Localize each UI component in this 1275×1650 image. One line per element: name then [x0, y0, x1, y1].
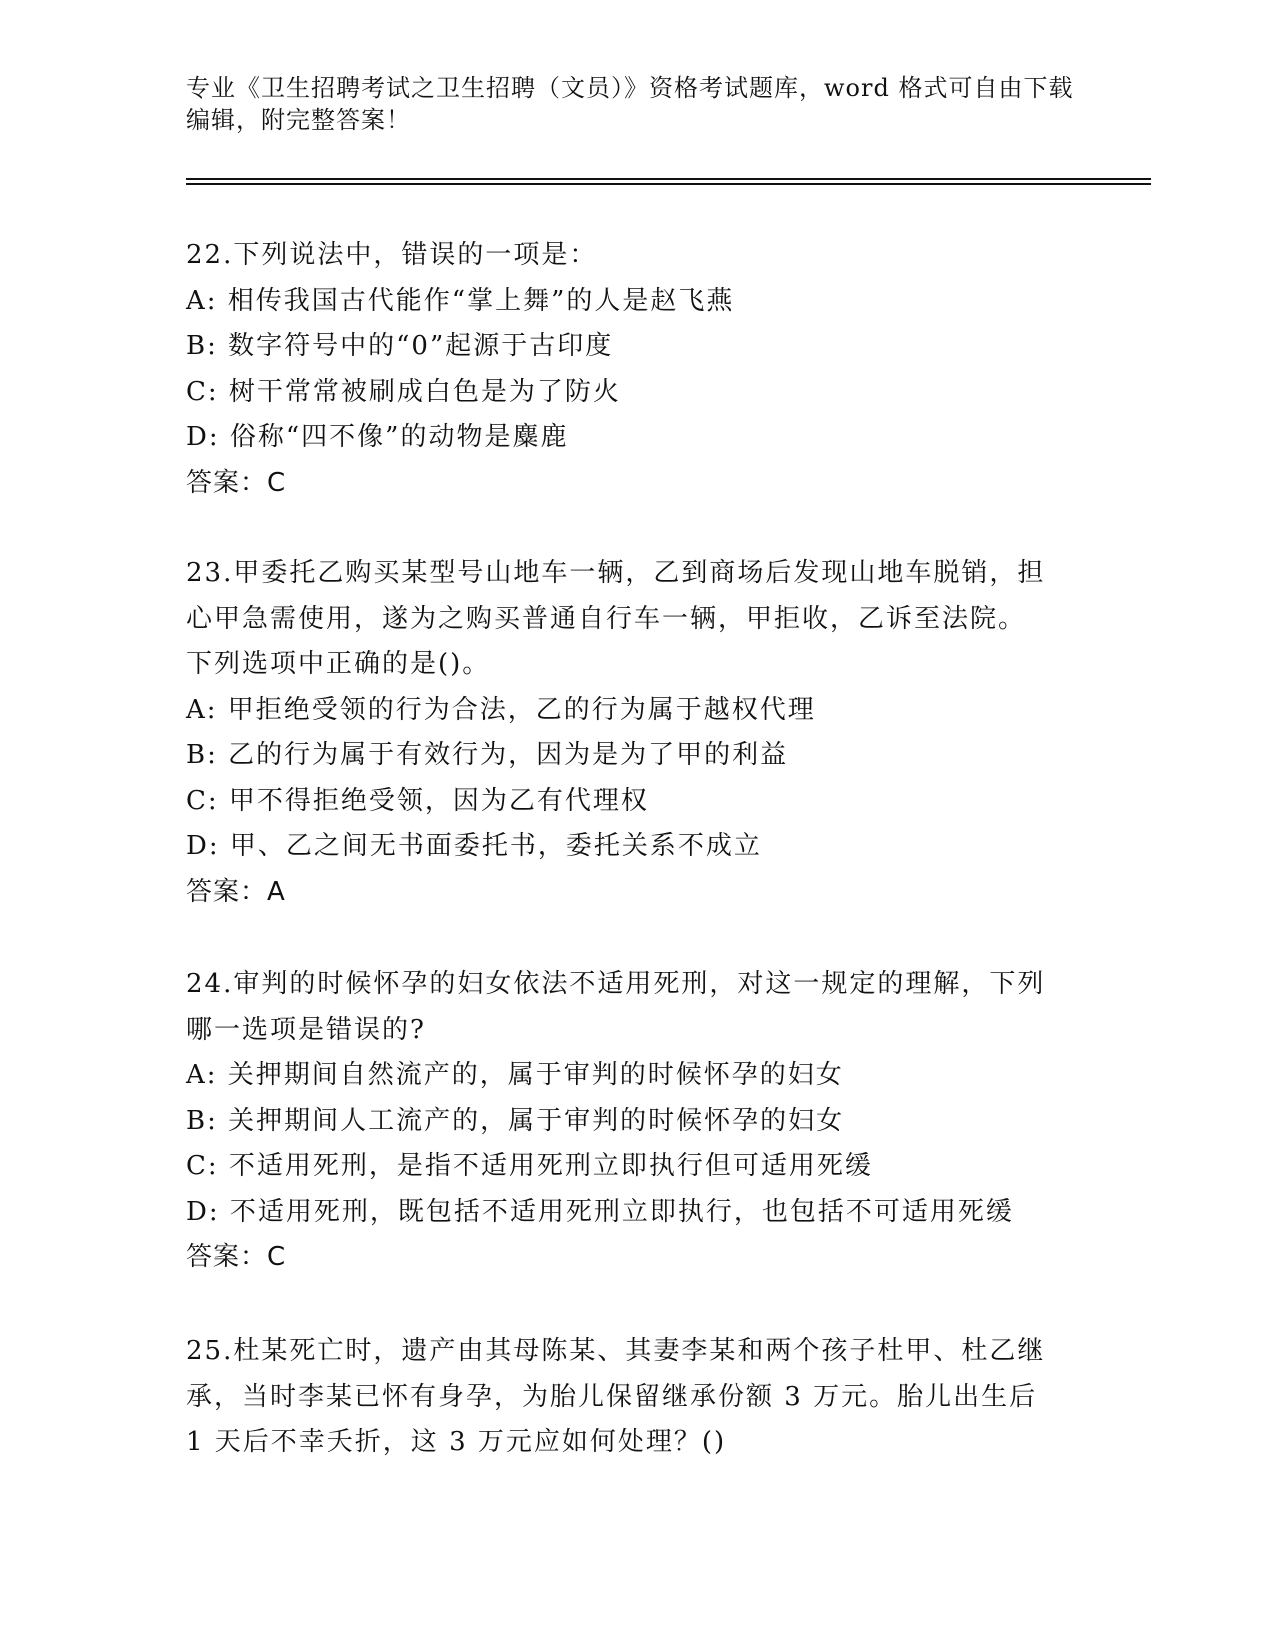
document-header	[186, 72, 1076, 136]
question-stem	[186, 962, 1086, 1053]
option-a: A: 相传我国古代能作“掌上舞”的人是赵飞燕	[186, 285, 735, 316]
answer: 答案：A	[186, 876, 286, 907]
stem-line: 23.甲委托乙购买某型号山地车一辆，乙到商场后发现山地车脱销，担	[186, 558, 1046, 588]
question-stem	[186, 1329, 1086, 1466]
stem-line: 下列选项中正确的是()。	[186, 649, 491, 679]
option-d: D: 甲、乙之间无书面委托书，委托关系不成立	[186, 831, 762, 861]
header-line-2: 编辑，附完整答案！	[186, 106, 411, 134]
option-a: A: 关押期间自然流产的，属于审判的时候怀孕的妇女	[186, 1060, 844, 1090]
question-stem	[186, 551, 1086, 688]
answer: 答案：C	[186, 1242, 287, 1272]
option-c: C: 甲不得拒绝受领，因为乙有代理权	[186, 785, 649, 816]
stem-line: 25.杜某死亡时，遗产由其母陈某、其妻李某和两个孩子杜甲、杜乙继	[186, 1336, 1046, 1366]
option-c: C: 树干常常被刷成白色是为了防火	[186, 376, 621, 407]
option-b: B: 乙的行为属于有效行为，因为是为了甲的利益	[186, 740, 789, 770]
question-stem	[186, 233, 1086, 279]
option-b: B: 数字符号中的“0”起源于古印度	[186, 331, 614, 361]
question-22	[186, 233, 1086, 506]
question-24	[186, 962, 1086, 1281]
header-divider-bottom	[186, 183, 1151, 185]
option-c: C: 不适用死刑，是指不适用死刑立即执行但可适用死缓	[186, 1151, 873, 1181]
option-b: B: 关押期间人工流产的，属于审判的时候怀孕的妇女	[186, 1105, 845, 1136]
option-a: A: 甲拒绝受领的行为合法，乙的行为属于越权代理	[186, 694, 816, 725]
header-divider-top	[186, 178, 1151, 180]
stem-line: 承，当时李某已怀有身孕，为胎儿保留继承份额 3 万元。胎儿出生后	[186, 1381, 1038, 1412]
answer: 答案：C	[186, 467, 287, 498]
option-d: D: 俗称“四不像”的动物是麋鹿	[186, 422, 569, 452]
stem-line: 哪一选项是错误的?	[186, 1014, 426, 1045]
question-23	[186, 551, 1086, 915]
stem-line: 24.审判的时候怀孕的妇女依法不适用死刑，对这一规定的理解，下列	[186, 969, 1046, 999]
header-line-1: 专业《卫生招聘考试之卫生招聘（文员）》资格考试题库，word 格式可自由下载	[186, 74, 1074, 102]
stem-line: 心甲急需使用，遂为之购买普通自行车一辆，甲拒收，乙诉至法院。	[186, 603, 1027, 634]
stem-line: 1 天后不幸夭折，这 3 万元应如何处理？()	[186, 1427, 727, 1457]
option-d: D: 不适用死刑，既包括不适用死刑立即执行，也包括不可适用死缓	[186, 1196, 1014, 1227]
stem-line: 22.下列说法中，错误的一项是：	[186, 240, 598, 270]
question-25	[186, 1329, 1086, 1466]
